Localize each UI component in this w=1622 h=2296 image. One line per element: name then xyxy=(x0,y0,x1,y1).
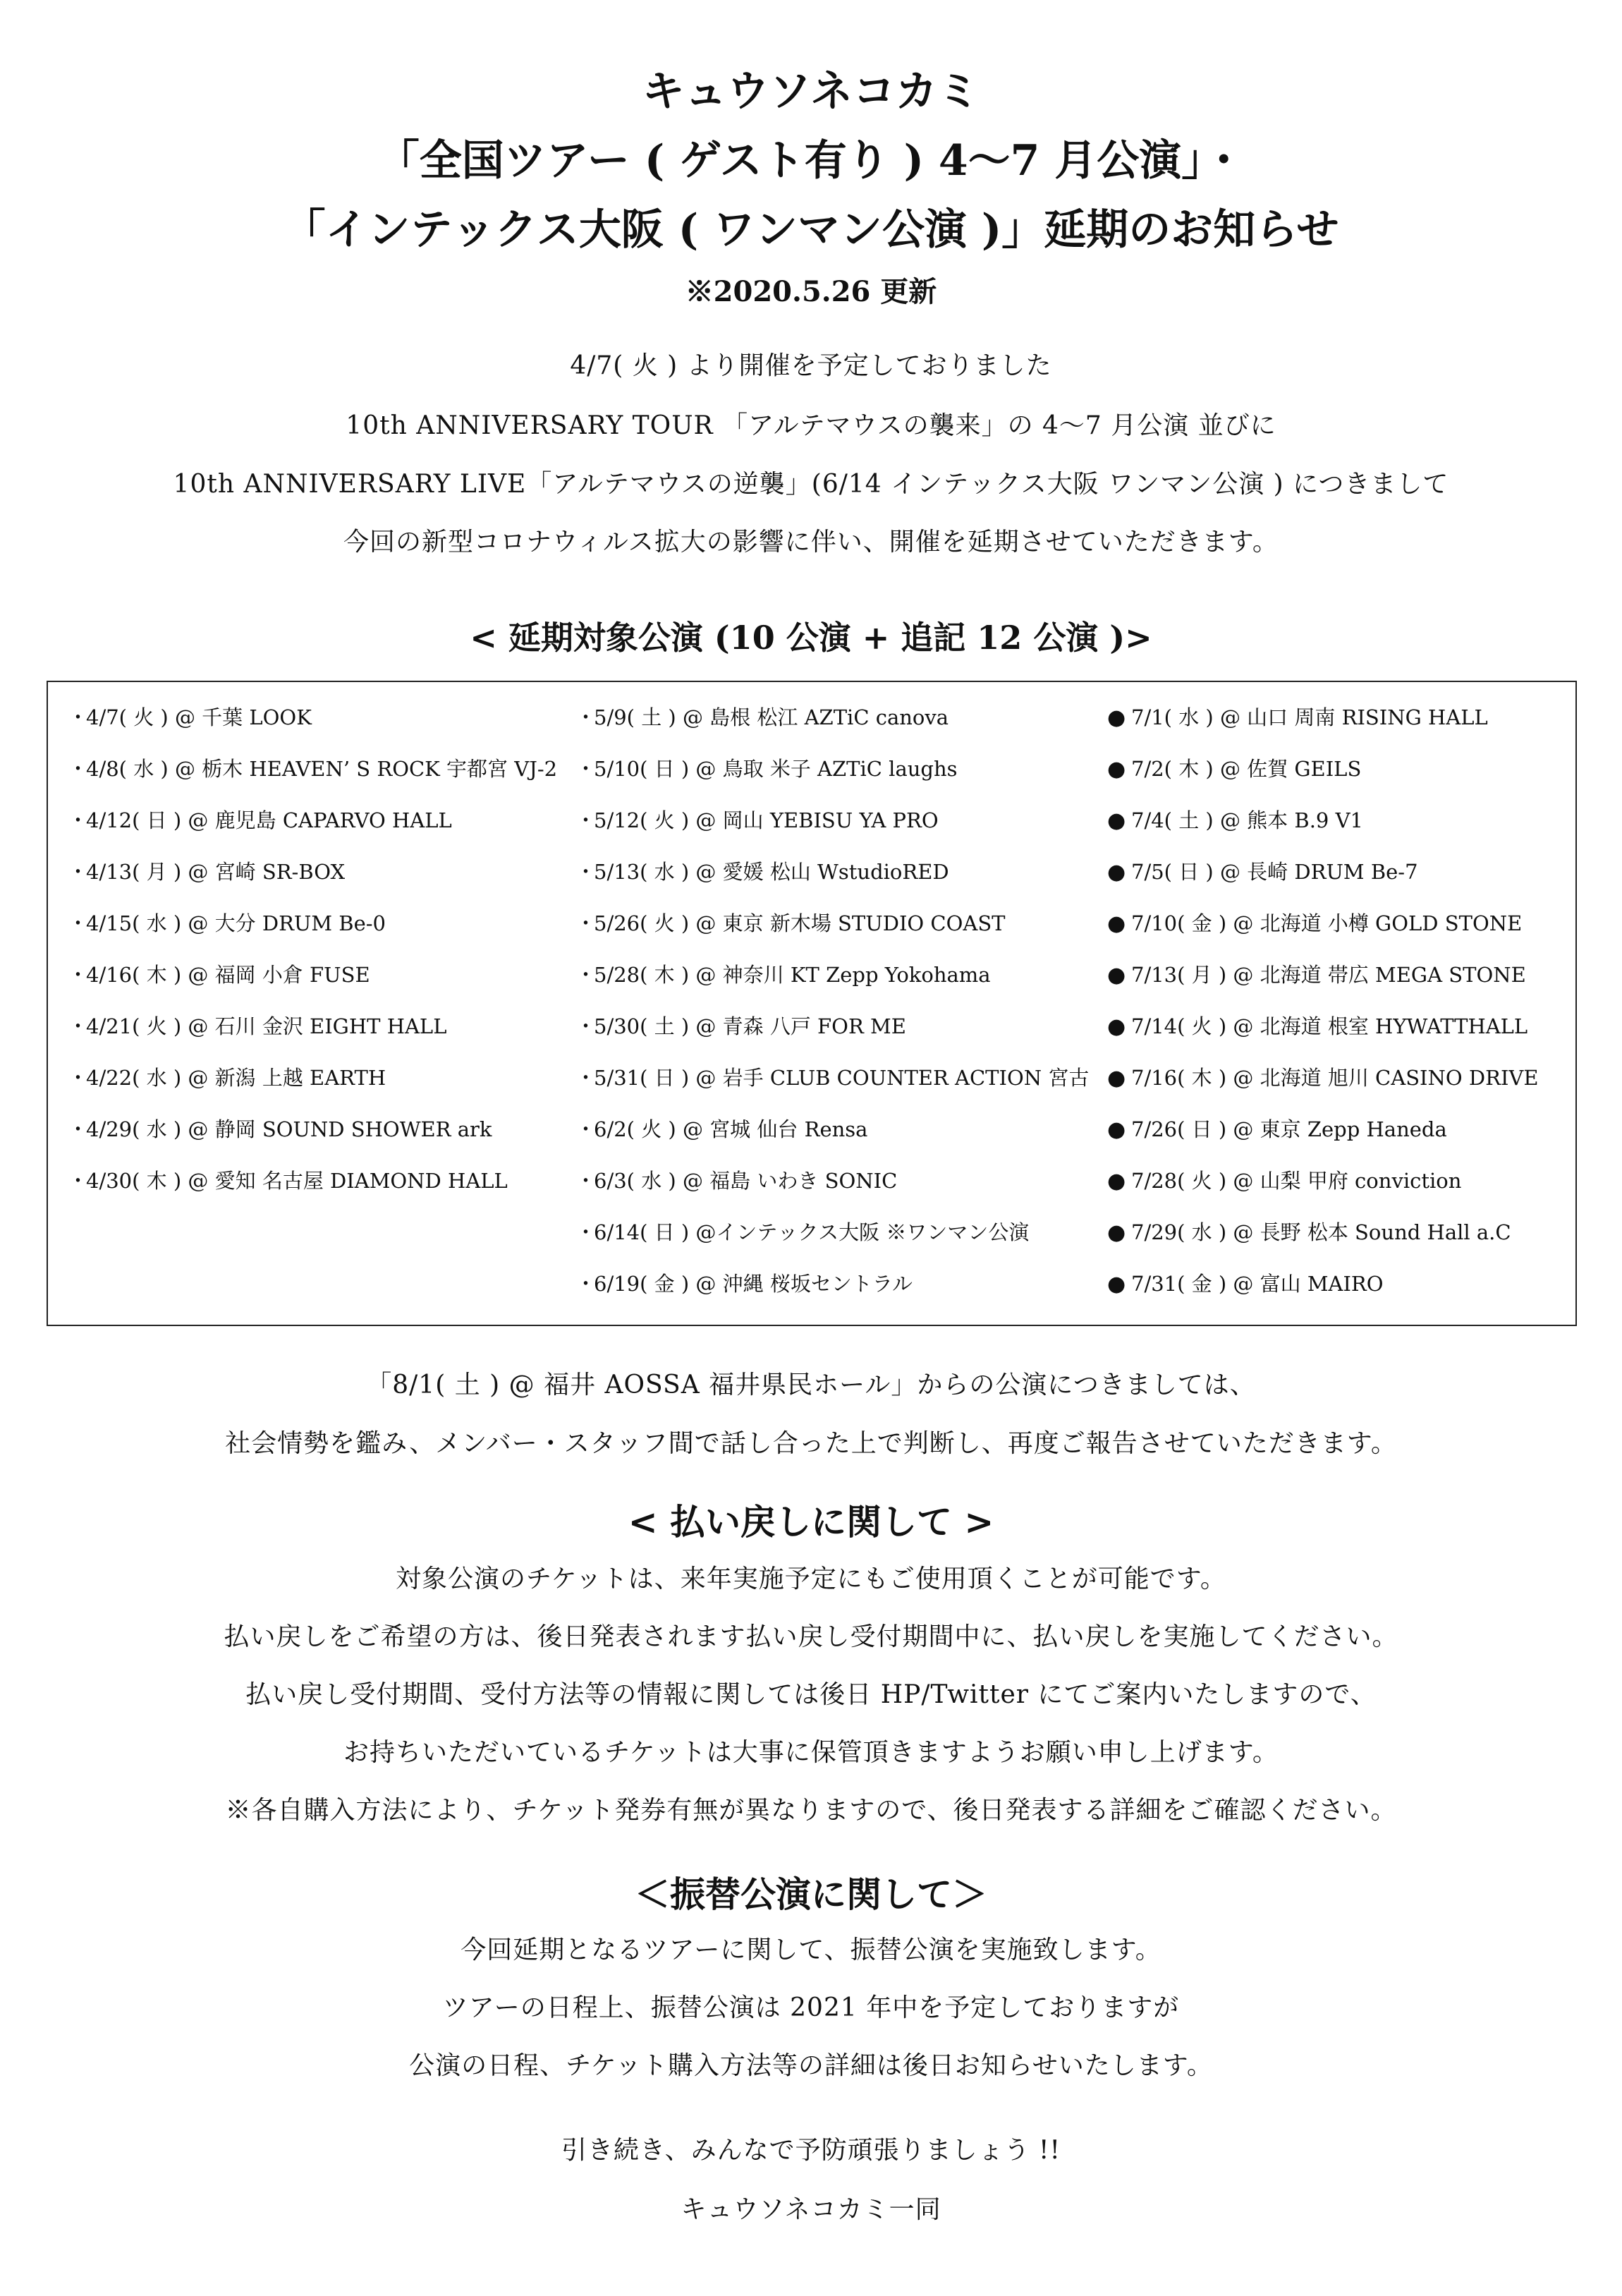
black-circle-icon: ● xyxy=(1107,757,1126,782)
black-circle-icon: ● xyxy=(1107,1169,1126,1193)
bullet-dot: ・ xyxy=(68,1066,89,1090)
black-circle-icon: ● xyxy=(1107,1014,1126,1039)
bullet-dot: ・ xyxy=(575,911,597,935)
bullet-dot: ・ xyxy=(68,705,89,729)
makeup-heading: ＜振替公演に関して＞ xyxy=(635,1873,987,1915)
bullet-dot: ・ xyxy=(575,1066,597,1090)
schedule-item-text: 6/19( 金 ) @ 沖縄 桜坂セントラル xyxy=(594,1272,913,1296)
schedule-item xyxy=(575,961,991,989)
schedule-item xyxy=(68,1064,386,1092)
after-box-line: 「8/1( 土 ) @ 福井 AOSSA 福井県民ホール」からの公演につきましては、 xyxy=(366,1371,1256,1399)
schedule-item xyxy=(1107,909,1522,937)
schedule-item xyxy=(68,703,312,731)
refund-line: 払い戻し受付期間、受付方法等の情報に関しては後日 HP/Twitter にてご案内いたしますので、 xyxy=(245,1680,1377,1709)
bullet-dot: ・ xyxy=(575,1117,597,1141)
bullet-dot: ・ xyxy=(68,860,89,884)
schedule-item-text: 4/8( 水 ) @ 栃木 HEAVEN’ S ROCK 宇都宮 VJ-2 xyxy=(86,757,558,781)
closing-message: 引き続き、みんなで予防頑張りましょう !! xyxy=(561,2136,1061,2165)
schedule-item xyxy=(1107,1167,1461,1195)
schedule-item-text: 5/12( 火 ) @ 岡山 YEBISU YA PRO xyxy=(594,808,939,832)
bullet-dot: ・ xyxy=(575,1220,597,1244)
bullet-dot: ・ xyxy=(68,808,89,832)
makeup-line: ツアーの日程上、振替公演は 2021 年中を予定しておりますが xyxy=(442,1993,1180,2022)
schedule-item-text: 7/4( 土 ) @ 熊本 B.9 V1 xyxy=(1131,808,1363,832)
schedule-item-text: 4/30( 木 ) @ 愛知 名古屋 DIAMOND HALL xyxy=(86,1169,508,1193)
black-circle-icon: ● xyxy=(1107,705,1126,730)
makeup-line: 公演の日程、チケット購入方法等の詳細は後日お知らせいたします。 xyxy=(409,2051,1213,2080)
black-circle-icon: ● xyxy=(1107,1220,1126,1245)
schedule-item xyxy=(575,703,949,731)
schedule-item xyxy=(68,961,370,989)
schedule-item-text: 7/5( 日 ) @ 長崎 DRUM Be-7 xyxy=(1131,860,1418,884)
bullet-dot: ・ xyxy=(68,963,89,987)
schedule-item-text: 4/12( 日 ) @ 鹿児島 CAPARVO HALL xyxy=(86,808,452,832)
schedule-item xyxy=(1107,961,1526,989)
schedule-item xyxy=(1107,755,1361,783)
schedule-item-text: 5/31( 日 ) @ 岩手 CLUB COUNTER ACTION 宮古 xyxy=(594,1066,1090,1090)
schedule-item xyxy=(575,1012,906,1040)
schedule-item xyxy=(1107,1218,1511,1246)
schedule-item-text: 6/2( 火 ) @ 宮城 仙台 Rensa xyxy=(594,1117,868,1141)
schedule-item xyxy=(575,1270,913,1298)
schedule-item xyxy=(575,1064,1089,1092)
refund-heading: < 払い戻しに関して > xyxy=(628,1501,994,1543)
after-box-line: 社会情勢を鑑み、メンバー・スタッフ間で話し合った上で判断し、再度ご報告させていただきます。 xyxy=(225,1429,1397,1458)
schedule-item xyxy=(1107,806,1363,834)
page-title-line-1: 「全国ツアー ( ゲスト有り ) 4〜7 月公演」・ xyxy=(377,136,1245,186)
black-circle-icon: ● xyxy=(1107,1272,1126,1296)
schedule-item-text: 4/16( 木 ) @ 福岡 小倉 FUSE xyxy=(86,963,370,987)
schedule-item xyxy=(575,858,949,886)
intro-line: 10th ANNIVERSARY LIVE「アルテマウスの逆襲」(6/14 インテックス大阪 ワンマン公演 ) につきまして xyxy=(173,470,1449,499)
schedule-item-text: 6/3( 水 ) @ 福島 いわき SONIC xyxy=(594,1169,898,1193)
postponed-heading: < 延期対象公演 (10 公演 + 追記 12 公演 )> xyxy=(470,619,1152,657)
intro-line: 今回の新型コロナウィルス拡大の影響に伴い、開催を延期させていただきます。 xyxy=(343,528,1279,557)
refund-line: ※各自購入方法により、チケット発券有無が異なりますので、後日発表する詳細をご確認ください。 xyxy=(225,1796,1397,1825)
bullet-dot: ・ xyxy=(68,1169,89,1193)
schedule-item-text: 5/10( 日 ) @ 鳥取 米子 AZTiC laughs xyxy=(594,757,958,781)
bullet-dot: ・ xyxy=(575,808,597,832)
black-circle-icon: ● xyxy=(1107,808,1126,833)
refund-line: お持ちいただいているチケットは大事に保管頂きますようお願い申し上げます。 xyxy=(343,1738,1279,1767)
schedule-item-text: 5/13( 水 ) @ 愛媛 松山 WstudioRED xyxy=(594,860,949,884)
bullet-dot: ・ xyxy=(575,1014,597,1038)
schedule-item xyxy=(68,806,452,834)
schedule-item-text: 4/21( 火 ) @ 石川 金沢 EIGHT HALL xyxy=(86,1014,447,1038)
bullet-dot: ・ xyxy=(68,911,89,935)
intro-line: 4/7( 火 ) より開催を予定しておりました xyxy=(570,351,1052,380)
bullet-dot: ・ xyxy=(68,757,89,781)
schedule-item xyxy=(68,909,386,937)
schedule-item-text: 4/15( 水 ) @ 大分 DRUM Be-0 xyxy=(86,911,386,935)
schedule-item-text: 7/16( 木 ) @ 北海道 旭川 CASINO DRIVE xyxy=(1131,1066,1539,1090)
schedule-item xyxy=(575,1115,867,1143)
signature: キュウソネコカミ一同 xyxy=(681,2195,941,2224)
page-title-line-2: 「インテックス大阪 ( ワンマン公演 )」延期のお知らせ xyxy=(283,205,1339,255)
schedule-item-text: 5/30( 土 ) @ 青森 八戸 FOR ME xyxy=(594,1014,906,1038)
black-circle-icon: ● xyxy=(1107,911,1126,936)
intro-line: 10th ANNIVERSARY TOUR 「アルテマウスの襲来」の 4〜7 月公演 並びに xyxy=(346,411,1276,440)
schedule-item-text: 7/1( 水 ) @ 山口 周南 RISING HALL xyxy=(1131,705,1488,729)
schedule-item-text: 7/10( 金 ) @ 北海道 小樽 GOLD STONE xyxy=(1131,911,1523,935)
schedule-item-text: 7/28( 火 ) @ 山梨 甲府 conviction xyxy=(1131,1169,1462,1193)
schedule-item-text: 7/14( 火 ) @ 北海道 根室 HYWATTHALL xyxy=(1131,1014,1528,1038)
bullet-dot: ・ xyxy=(575,1169,597,1193)
schedule-item xyxy=(1107,1270,1384,1298)
schedule-item xyxy=(68,1115,492,1143)
schedule-item-text: 7/13( 月 ) @ 北海道 帯広 MEGA STONE xyxy=(1131,963,1526,987)
bullet-dot: ・ xyxy=(575,963,597,987)
schedule-item-text: 4/13( 月 ) @ 宮崎 SR-BOX xyxy=(86,860,346,884)
bullet-dot: ・ xyxy=(575,705,597,729)
schedule-item xyxy=(575,909,1006,937)
schedule-item xyxy=(575,806,939,834)
bullet-dot: ・ xyxy=(575,1272,597,1296)
schedule-item-text: 7/31( 金 ) @ 富山 MAIRO xyxy=(1131,1272,1384,1296)
bullet-dot: ・ xyxy=(68,1014,89,1038)
schedule-item-text: 7/2( 木 ) @ 佐賀 GEILS xyxy=(1131,757,1362,781)
schedule-item xyxy=(1107,1012,1528,1040)
schedule-item xyxy=(68,755,557,783)
schedule-item xyxy=(575,755,958,783)
black-circle-icon: ● xyxy=(1107,1066,1126,1091)
schedule-item-text: 7/29( 水 ) @ 長野 松本 Sound Hall a.C xyxy=(1131,1220,1511,1244)
schedule-item xyxy=(1107,858,1418,886)
makeup-line: 今回延期となるツアーに関して、振替公演を実施致します。 xyxy=(461,1936,1161,1964)
schedule-item xyxy=(1107,703,1488,731)
schedule-item xyxy=(68,1012,446,1040)
schedule-item-text: 4/29( 水 ) @ 静岡 SOUND SHOWER ark xyxy=(86,1117,492,1141)
schedule-item-text: 4/22( 水 ) @ 新潟 上越 EARTH xyxy=(86,1066,386,1090)
schedule-item xyxy=(575,1218,1029,1246)
schedule-item xyxy=(575,1167,897,1195)
schedule-item xyxy=(68,858,345,886)
schedule-item-text: 7/26( 日 ) @ 東京 Zepp Haneda xyxy=(1131,1117,1447,1141)
refund-line: 対象公演のチケットは、来年実施予定にもご使用頂くことが可能です。 xyxy=(396,1565,1226,1593)
bullet-dot: ・ xyxy=(575,757,597,781)
black-circle-icon: ● xyxy=(1107,860,1126,885)
updated-note: ※2020.5.26 更新 xyxy=(685,275,937,308)
bullet-dot: ・ xyxy=(575,860,597,884)
schedule-item xyxy=(68,1167,508,1195)
schedule-item-text: 5/26( 火 ) @ 東京 新木場 STUDIO COAST xyxy=(594,911,1006,935)
black-circle-icon: ● xyxy=(1107,1117,1126,1142)
schedule-item-text: 4/7( 火 ) @ 千葉 LOOK xyxy=(86,705,312,729)
bullet-dot: ・ xyxy=(68,1117,89,1141)
band-name: キュウソネコカミ xyxy=(642,67,980,116)
refund-line: 払い戻しをご希望の方は、後日発表されます払い戻し受付期間中に、払い戻しを実施してください。 xyxy=(224,1622,1398,1651)
schedule-item xyxy=(1107,1064,1539,1092)
schedule-item-text: 5/9( 土 ) @ 島根 松江 AZTiC canova xyxy=(594,705,949,729)
schedule-item xyxy=(1107,1115,1447,1143)
schedule-item-text: 6/14( 日 ) @インテックス大阪 ※ワンマン公演 xyxy=(594,1220,1030,1244)
schedule-box xyxy=(47,681,1577,1326)
black-circle-icon: ● xyxy=(1107,963,1126,988)
schedule-item-text: 5/28( 木 ) @ 神奈川 KT Zepp Yokohama xyxy=(594,963,991,987)
